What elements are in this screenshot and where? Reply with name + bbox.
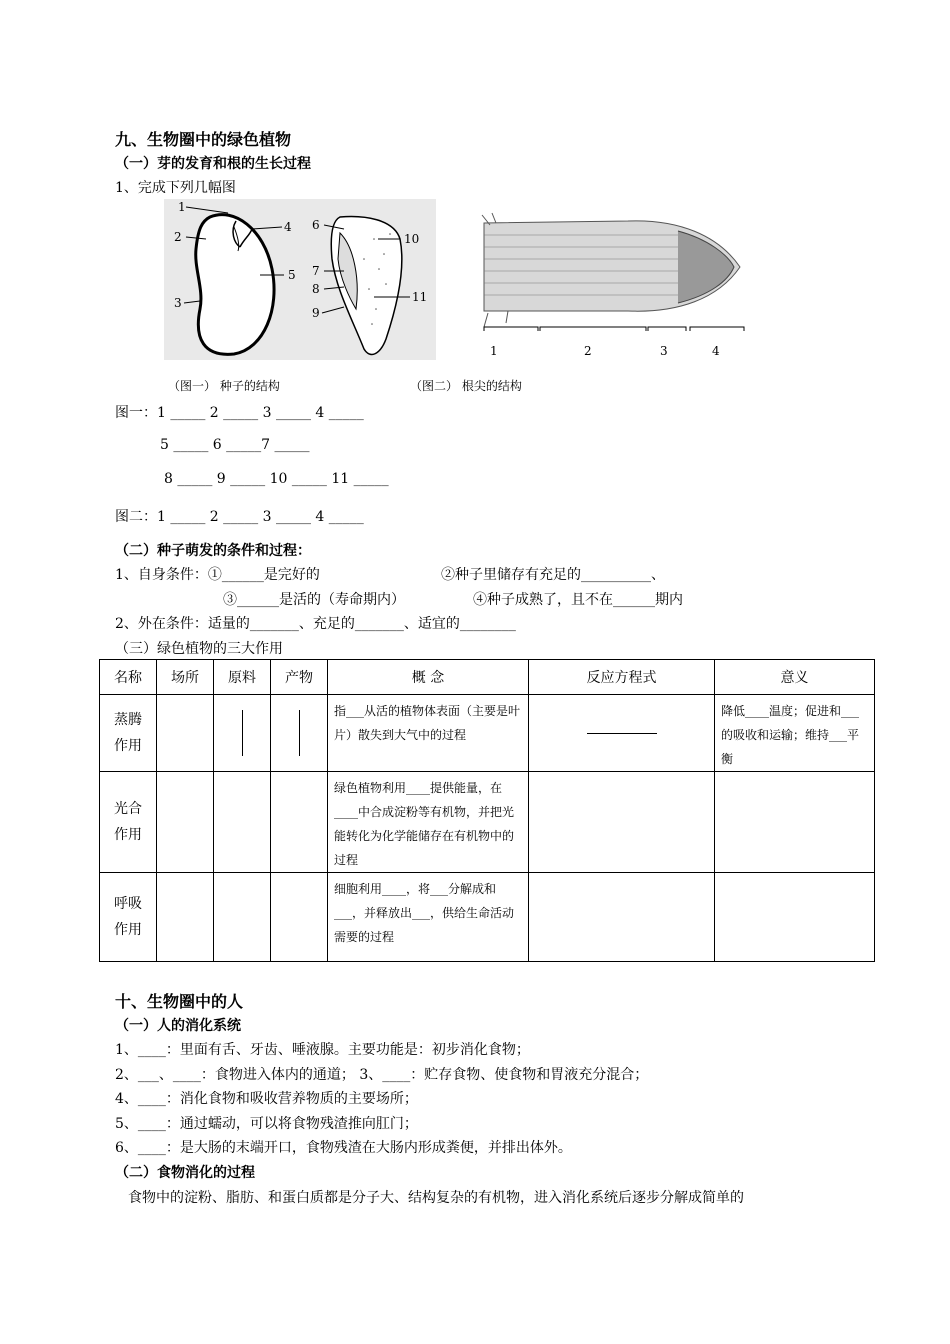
seed-label-8: 8: [312, 282, 320, 296]
significance-cell: [715, 772, 875, 873]
table-header-row: [100, 660, 875, 695]
seed-label-4: 4: [284, 220, 292, 234]
row-name-line-2: 作用: [114, 827, 142, 843]
seed-label-3: 3: [174, 296, 182, 310]
subsection-digestion-process: （二）食物消化的过程: [115, 1165, 255, 1181]
header-concept: 概 念: [328, 660, 529, 695]
root-tip-drawing: [478, 205, 750, 361]
digestion-paragraph: 食物中的淀粉、脂肪、和蛋白质都是分子大、结构复杂的有机物，进入消化系统后逐步分解成简单的: [128, 1190, 744, 1206]
question-1: 1、完成下列几幅图: [115, 180, 236, 196]
seed-label-11: 11: [412, 290, 428, 304]
table-row: [100, 772, 875, 873]
seed-label-10: 10: [404, 232, 420, 246]
significance-cell: 降低____温度；促进和___的吸收和运输；维持___平衡: [715, 695, 875, 772]
figure-2-caption: （图二） 根尖的结构: [410, 379, 522, 393]
fill-figure-1-row-2: 5 _____ 6 _____7 _____: [160, 437, 310, 453]
condition-1a: 1、自身条件：①______是完好的: [115, 567, 320, 583]
root-label-2: 2: [584, 344, 592, 358]
digestive-line-1: 1、____：里面有舌、牙齿、唾液腺。主要功能是：初步消化食物；: [115, 1042, 530, 1058]
external-conditions: 2、外在条件：适量的_______、充足的_______、适宜的________: [115, 616, 516, 632]
header-location: 场所: [157, 660, 214, 695]
materials-cell: [214, 695, 271, 772]
header-name: 名称: [100, 660, 157, 695]
table-row: [100, 873, 875, 962]
seed-structure-figure: [164, 199, 436, 360]
section-10-title: 十、生物圈中的人: [115, 992, 244, 1011]
materials-cell: [214, 873, 271, 962]
equation-cell: [529, 695, 715, 772]
row-name-line-1: 光合: [114, 801, 142, 817]
equation-cell: [529, 873, 715, 962]
row-name-line-2: 作用: [114, 922, 142, 938]
fill-figure-2-row: 图二：1 _____ 2 _____ 3 _____ 4 _____: [115, 509, 364, 525]
plant-functions-table: [99, 659, 875, 962]
equation-cell: [529, 772, 715, 873]
digestive-line-2: 2、___、____：食物进入体内的通道； 3、____：贮存食物、使食物和胃液充分混合；: [115, 1067, 649, 1083]
fill-figure-1-row-1: 图一：1 _____ 2 _____ 3 _____ 4 _____: [115, 405, 364, 421]
subsection-three-functions: （三）绿色植物的三大作用: [115, 641, 283, 657]
subsection-germination: （二）种子萌发的条件和过程：: [115, 543, 311, 559]
seed-label-1: 1: [178, 200, 186, 214]
row-name-cell: [100, 772, 157, 873]
products-cell: [271, 772, 328, 873]
header-products: 产物: [271, 660, 328, 695]
header-materials: 原料: [214, 660, 271, 695]
concept-cell: 细胞利用____，将___分解成和___，并释放出___，供给生命活动需要的过程: [328, 873, 529, 962]
row-name-line-1: 蒸腾: [114, 712, 142, 728]
seed-label-2: 2: [174, 230, 182, 244]
seed-label-7: 7: [312, 264, 320, 278]
concept-cell: 绿色植物利用____提供能量，在____中合成淀粉等有机物，并把光能转化为化学能储存在有机物中的过程: [328, 772, 529, 873]
section-9-title: 九、生物圈中的绿色植物: [115, 130, 292, 149]
digestive-line-5: 6、____：是大肠的末端开口，食物残渣在大肠内形成粪便，并排出体外。: [115, 1140, 572, 1156]
root-label-4: 4: [712, 344, 720, 358]
condition-2a: ③______是活的（寿命期内）: [223, 592, 405, 608]
figure-1-caption: （图一） 种子的结构: [168, 379, 280, 393]
root-label-3: 3: [660, 344, 668, 358]
subsection-bud-root: （一）芽的发育和根的生长过程: [115, 156, 311, 172]
row-name-line-1: 呼吸: [114, 896, 142, 912]
seed-drawing: [164, 199, 436, 360]
root-tip-figure: [478, 205, 750, 361]
blank-bar: [242, 710, 243, 756]
row-name-cell: [100, 873, 157, 962]
root-label-1: 1: [490, 344, 498, 358]
condition-2b: ④种子成熟了，且不在______期内: [473, 592, 683, 608]
products-cell: [271, 695, 328, 772]
seed-label-5: 5: [288, 268, 296, 282]
location-cell: [157, 695, 214, 772]
row-name-line-2: 作用: [114, 738, 142, 754]
location-cell: [157, 772, 214, 873]
materials-cell: [214, 772, 271, 873]
seed-label-6: 6: [312, 218, 320, 232]
blank-bar: [299, 710, 300, 756]
digestive-line-4: 5、____：通过蠕动，可以将食物残渣推向肛门；: [115, 1116, 418, 1132]
products-cell: [271, 873, 328, 962]
subsection-digestive-system: （一）人的消化系统: [115, 1018, 241, 1034]
seed-label-9: 9: [312, 306, 320, 320]
table-row: [100, 695, 875, 772]
blank-line: [587, 733, 657, 734]
fill-figure-1-row-3: 8 _____ 9 _____ 10 _____ 11 _____: [164, 471, 389, 487]
header-equation: 反应方程式: [529, 660, 715, 695]
concept-cell: 指___从活的植物体表面（主要是叶片）散失到大气中的过程: [328, 695, 529, 772]
digestive-line-3: 4、____：消化食物和吸收营养物质的主要场所；: [115, 1091, 418, 1107]
header-significance: 意义: [715, 660, 875, 695]
location-cell: [157, 873, 214, 962]
significance-cell: [715, 873, 875, 962]
condition-1b: ②种子里储存有充足的__________、: [441, 567, 665, 583]
row-name-cell: [100, 695, 157, 772]
